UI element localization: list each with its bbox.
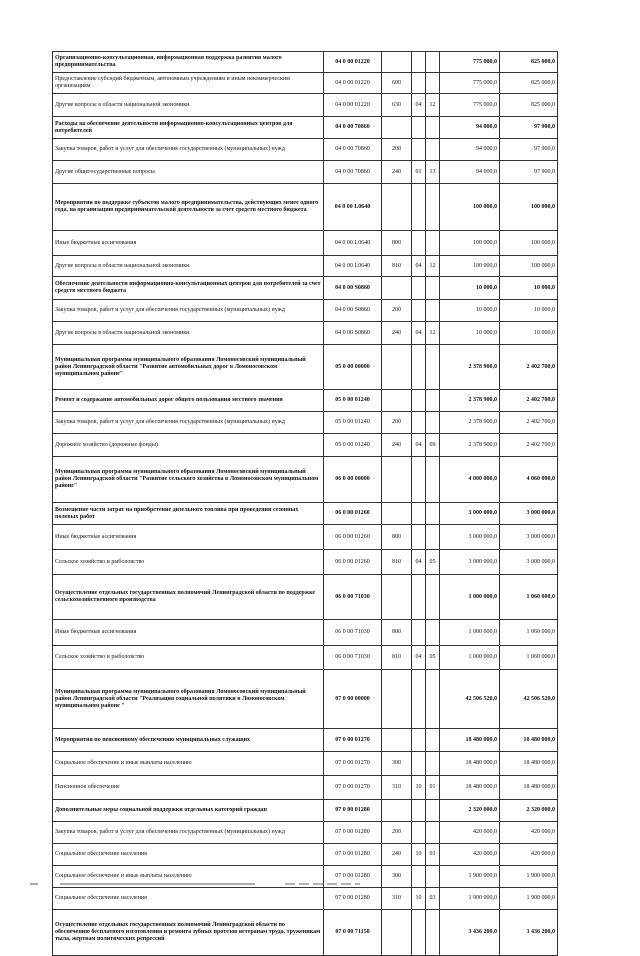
target-code-cell: 05 0 00 01240 xyxy=(324,390,382,412)
subsection-cell xyxy=(426,670,440,729)
sum-year2-cell: 3 436 200,0 xyxy=(500,910,558,956)
subsection-cell xyxy=(426,73,440,94)
target-code-cell: 04 0 00 70860 xyxy=(324,161,382,184)
section-cell: 10 xyxy=(412,888,426,910)
expense-type-cell xyxy=(382,729,412,752)
subsection-cell xyxy=(426,503,440,525)
sum-year2-cell: 3 000 000,0 xyxy=(500,503,558,525)
sum-year2-cell: 18 480 000,0 xyxy=(500,776,558,800)
section-cell: 04 xyxy=(412,256,426,277)
sum-year1-cell: 100 000,0 xyxy=(440,184,500,231)
table-row xyxy=(53,184,558,231)
row-name-cell: Другие общегосударственные вопросы xyxy=(53,161,324,184)
subsection-cell: 13 xyxy=(426,161,440,184)
expense-type-cell: 240 xyxy=(382,161,412,184)
row-name-cell: Дополнительные меры социальной поддержки отдельных категорий граждан xyxy=(53,800,324,822)
expense-type-cell: 240 xyxy=(382,434,412,457)
sum-year1-cell: 94 000,0 xyxy=(440,139,500,161)
subsection-cell xyxy=(426,300,440,322)
table-row xyxy=(53,910,558,956)
sum-year1-cell: 775 000,0 xyxy=(440,73,500,94)
row-name-cell: Обеспечение деятельности информационно-консультационных центров для потребителей за счет средств местного бюджета xyxy=(53,277,324,300)
row-name-cell: Расходы на обеспечение деятельности информационно-консультационных центров для потребителей xyxy=(53,117,324,139)
subsection-cell: 05 xyxy=(426,550,440,575)
table-row xyxy=(53,390,558,412)
sum-year2-cell: 100 000,0 xyxy=(500,184,558,231)
subsection-cell xyxy=(426,752,440,776)
target-code-cell: 04 0 00 L0640 xyxy=(324,231,382,256)
sum-year2-cell: 3 000 000,0 xyxy=(500,525,558,550)
target-code-cell: 04 0 00 70860 xyxy=(324,117,382,139)
sum-year1-cell: 2 378 900,0 xyxy=(440,412,500,434)
section-cell xyxy=(412,670,426,729)
expense-type-cell: 600 xyxy=(382,73,412,94)
target-code-cell: 07 0 00 71150 xyxy=(324,910,382,956)
sum-year2-cell: 2 402 700,0 xyxy=(500,390,558,412)
section-cell xyxy=(412,457,426,503)
target-code-cell: 07 0 00 01270 xyxy=(324,752,382,776)
section-cell: 04 xyxy=(412,94,426,117)
sum-year2-cell: 420 000,0 xyxy=(500,844,558,866)
sum-year2-cell: 2 402 700,0 xyxy=(500,345,558,390)
table-row xyxy=(53,620,558,646)
row-name-cell: Другие вопросы в области национальной экономики xyxy=(53,322,324,345)
target-code-cell: 07 0 00 01280 xyxy=(324,800,382,822)
table-row xyxy=(53,256,558,277)
expense-type-cell: 310 xyxy=(382,776,412,800)
table-row xyxy=(53,277,558,300)
row-name-cell: Социальное обеспечение населения xyxy=(53,844,324,866)
row-name-cell: Иные бюджетные ассигнования xyxy=(53,231,324,256)
expense-type-cell: 240 xyxy=(382,844,412,866)
target-code-cell: 07 0 00 01270 xyxy=(324,776,382,800)
sum-year1-cell: 10 000,0 xyxy=(440,322,500,345)
subsection-cell: 05 xyxy=(426,646,440,670)
table-row xyxy=(53,776,558,800)
row-name-cell: Закупка товаров, работ и услуг для обеспечения государственных (муниципальных) нужд xyxy=(53,412,324,434)
section-cell xyxy=(412,345,426,390)
table-row xyxy=(53,345,558,390)
sum-year1-cell: 18 480 000,0 xyxy=(440,776,500,800)
row-name-cell: Муниципальная программа муниципального образования Ломоносовский муниципальный район Ленинградской области "Развитие автомобильных дорог в Ломоносовском муниципальном районе" xyxy=(53,345,324,390)
expense-type-cell: 800 xyxy=(382,231,412,256)
section-cell: 04 xyxy=(412,322,426,345)
target-code-cell: 04 0 00 70860 xyxy=(324,139,382,161)
subsection-cell: 03 xyxy=(426,888,440,910)
target-code-cell: 06 0 00 71030 xyxy=(324,646,382,670)
table-row xyxy=(53,457,558,503)
budget-table xyxy=(52,51,558,956)
expense-type-cell: 200 xyxy=(382,822,412,844)
expense-type-cell: 300 xyxy=(382,752,412,776)
row-name-cell: Мероприятия по поддержке субъектов малого предпринимательства, действующих менее одного года, на организацию предпринимательской деятельности за счет средств местного бюджета xyxy=(53,184,324,231)
subsection-cell xyxy=(426,345,440,390)
table-row xyxy=(53,503,558,525)
section-cell xyxy=(412,184,426,231)
sum-year1-cell: 18 480 000,0 xyxy=(440,752,500,776)
sum-year2-cell: 4 060 000,0 xyxy=(500,457,558,503)
target-code-cell: 04 0 00 01220 xyxy=(324,94,382,117)
sum-year2-cell: 3 000 000,0 xyxy=(500,550,558,575)
table-row xyxy=(53,161,558,184)
subsection-cell: 01 xyxy=(426,776,440,800)
target-code-cell: 04 0 00 S0860 xyxy=(324,277,382,300)
section-cell xyxy=(412,277,426,300)
row-name-cell: Пенсионное обеспечение xyxy=(53,776,324,800)
section-cell xyxy=(412,117,426,139)
section-cell xyxy=(412,620,426,646)
sum-year1-cell: 1 000 000,0 xyxy=(440,575,500,620)
sum-year1-cell: 100 000,0 xyxy=(440,231,500,256)
expense-type-cell: 810 xyxy=(382,256,412,277)
table-row xyxy=(53,412,558,434)
section-cell xyxy=(412,73,426,94)
target-code-cell: 07 0 00 01280 xyxy=(324,866,382,888)
target-code-cell: 06 0 00 71030 xyxy=(324,575,382,620)
expense-type-cell xyxy=(382,503,412,525)
table-row xyxy=(53,752,558,776)
table-row xyxy=(53,322,558,345)
section-cell xyxy=(412,52,426,73)
subsection-cell: 09 xyxy=(426,434,440,457)
table-row xyxy=(53,73,558,94)
budget-table-body xyxy=(53,52,558,956)
target-code-cell: 07 0 00 00000 xyxy=(324,670,382,729)
row-name-cell: Другие вопросы в области национальной экономики xyxy=(53,94,324,117)
target-code-cell: 05 0 00 00000 xyxy=(324,345,382,390)
expense-type-cell: 810 xyxy=(382,550,412,575)
subsection-cell xyxy=(426,52,440,73)
row-name-cell: Другие вопросы в области национальной экономики xyxy=(53,256,324,277)
sum-year1-cell: 775 000,0 xyxy=(440,94,500,117)
expense-type-cell xyxy=(382,457,412,503)
expense-type-cell: 240 xyxy=(382,322,412,345)
sum-year1-cell: 1 900 000,0 xyxy=(440,888,500,910)
subsection-cell xyxy=(426,412,440,434)
row-name-cell: Муниципальная программа муниципального образования Ломоносовский муниципальный район Ленинградской области "Развитие сельского хозяйства в Ломоносовском муниципальном районе" xyxy=(53,457,324,503)
target-code-cell: 04 0 00 L0640 xyxy=(324,256,382,277)
section-cell xyxy=(412,300,426,322)
table-row xyxy=(53,729,558,752)
section-cell: 10 xyxy=(412,776,426,800)
section-cell xyxy=(412,231,426,256)
sum-year1-cell: 420 000,0 xyxy=(440,844,500,866)
sum-year1-cell: 775 000,0 xyxy=(440,52,500,73)
sum-year1-cell: 2 320 000,0 xyxy=(440,800,500,822)
row-name-cell: Закупка товаров, работ и услуг для обеспечения государственных (муниципальных) нужд xyxy=(53,139,324,161)
target-code-cell: 04 0 00 S0860 xyxy=(324,322,382,345)
expense-type-cell xyxy=(382,52,412,73)
table-row xyxy=(53,888,558,910)
row-name-cell: Дорожное хозяйство (дорожные фонды) xyxy=(53,434,324,457)
subsection-cell xyxy=(426,822,440,844)
sum-year1-cell: 94 000,0 xyxy=(440,117,500,139)
sum-year1-cell: 10 000,0 xyxy=(440,300,500,322)
section-cell: 10 xyxy=(412,844,426,866)
section-cell: 04 xyxy=(412,434,426,457)
subsection-cell: 12 xyxy=(426,322,440,345)
sum-year2-cell: 1 060 000,0 xyxy=(500,575,558,620)
subsection-cell: 03 xyxy=(426,844,440,866)
section-cell: 04 xyxy=(412,646,426,670)
subsection-cell xyxy=(426,729,440,752)
sum-year2-cell: 2 320 000,0 xyxy=(500,800,558,822)
row-name-cell: Сельское хозяйство и рыболовство xyxy=(53,550,324,575)
sum-year2-cell: 2 402 700,0 xyxy=(500,412,558,434)
row-name-cell: Ремонт и содержание автомобильных дорог общего пользования местного значения xyxy=(53,390,324,412)
subsection-cell xyxy=(426,525,440,550)
table-row xyxy=(53,646,558,670)
table-row xyxy=(53,575,558,620)
sum-year2-cell: 10 000,0 xyxy=(500,322,558,345)
subsection-cell: 12 xyxy=(426,256,440,277)
table-row xyxy=(53,822,558,844)
subsection-cell xyxy=(426,231,440,256)
footer-rule xyxy=(30,879,570,889)
sum-year2-cell: 1 900 000,0 xyxy=(500,888,558,910)
expense-type-cell xyxy=(382,800,412,822)
row-name-cell: Организационно-консультационная, информационная поддержка развития малого предпринимательства xyxy=(53,52,324,73)
target-code-cell: 07 0 00 01270 xyxy=(324,729,382,752)
subsection-cell xyxy=(426,620,440,646)
table-row xyxy=(53,231,558,256)
sum-year1-cell: 42 506 520,0 xyxy=(440,670,500,729)
subsection-cell xyxy=(426,390,440,412)
sum-year2-cell: 18 480 000,0 xyxy=(500,729,558,752)
sum-year2-cell: 100 000,0 xyxy=(500,231,558,256)
section-cell: 01 xyxy=(412,161,426,184)
row-name-cell: Возмещение части затрат на приобретение дизельного топлива при проведении сезонных полевых работ xyxy=(53,503,324,525)
section-cell xyxy=(412,910,426,956)
expense-type-cell: 800 xyxy=(382,525,412,550)
sum-year1-cell: 3 000 000,0 xyxy=(440,550,500,575)
sum-year2-cell: 18 480 000,0 xyxy=(500,752,558,776)
target-code-cell: 04 0 00 S0860 xyxy=(324,300,382,322)
sum-year2-cell: 825 000,0 xyxy=(500,94,558,117)
expense-type-cell: 630 xyxy=(382,94,412,117)
sum-year2-cell: 10 000,0 xyxy=(500,277,558,300)
expense-type-cell: 800 xyxy=(382,620,412,646)
sum-year1-cell: 1 000 000,0 xyxy=(440,620,500,646)
row-name-cell: Осуществление отдельных государственных полномочий Ленинградской области по поддержке сельскохозяйственного производства xyxy=(53,575,324,620)
target-code-cell: 05 0 00 01240 xyxy=(324,434,382,457)
table-row xyxy=(53,52,558,73)
target-code-cell: 06 0 00 01260 xyxy=(324,503,382,525)
sum-year1-cell: 10 000,0 xyxy=(440,277,500,300)
target-code-cell: 07 0 00 01280 xyxy=(324,844,382,866)
section-cell xyxy=(412,139,426,161)
row-name-cell: Иные бюджетные ассигнования xyxy=(53,525,324,550)
target-code-cell: 06 0 00 01260 xyxy=(324,525,382,550)
sum-year1-cell: 3 000 000,0 xyxy=(440,503,500,525)
expense-type-cell xyxy=(382,117,412,139)
sum-year2-cell: 1 060 000,0 xyxy=(500,620,558,646)
target-code-cell: 07 0 00 01280 xyxy=(324,888,382,910)
section-cell xyxy=(412,729,426,752)
section-cell xyxy=(412,525,426,550)
sum-year1-cell: 18 480 000,0 xyxy=(440,729,500,752)
table-row xyxy=(53,550,558,575)
subsection-cell xyxy=(426,910,440,956)
target-code-cell: 04 0 00 L0640 xyxy=(324,184,382,231)
section-cell xyxy=(412,822,426,844)
section-cell: 04 xyxy=(412,550,426,575)
subsection-cell xyxy=(426,277,440,300)
expense-type-cell xyxy=(382,910,412,956)
sum-year2-cell: 42 506 520,0 xyxy=(500,670,558,729)
budget-table-page xyxy=(52,51,557,956)
expense-type-cell: 310 xyxy=(382,888,412,910)
target-code-cell: 06 0 00 00000 xyxy=(324,457,382,503)
section-cell xyxy=(412,412,426,434)
sum-year1-cell: 4 000 000,0 xyxy=(440,457,500,503)
expense-type-cell xyxy=(382,184,412,231)
sum-year2-cell: 825 000,0 xyxy=(500,52,558,73)
row-name-cell: Социальное обеспечение населения xyxy=(53,888,324,910)
row-name-cell: Социальное обеспечение и иные выплаты населению xyxy=(53,866,324,888)
target-code-cell: 06 0 00 71030 xyxy=(324,620,382,646)
subsection-cell xyxy=(426,575,440,620)
target-code-cell: 04 0 00 01220 xyxy=(324,73,382,94)
row-name-cell: Осуществление отдельных государственных полномочий Ленинградской области по обеспечению бесплатного изготовления и ремонта зубных протезов ветеранам труда, труженикам тыла, жертвам политических репрессий xyxy=(53,910,324,956)
sum-year1-cell: 2 378 900,0 xyxy=(440,390,500,412)
section-cell xyxy=(412,390,426,412)
expense-type-cell: 300 xyxy=(382,866,412,888)
expense-type-cell: 810 xyxy=(382,646,412,670)
table-row xyxy=(53,525,558,550)
sum-year2-cell: 825 000,0 xyxy=(500,73,558,94)
subsection-cell: 12 xyxy=(426,94,440,117)
table-row xyxy=(53,300,558,322)
expense-type-cell xyxy=(382,277,412,300)
sum-year2-cell: 1 060 000,0 xyxy=(500,646,558,670)
sum-year1-cell: 3 000 000,0 xyxy=(440,525,500,550)
sum-year2-cell: 97 900,0 xyxy=(500,139,558,161)
sum-year1-cell: 1 000 000,0 xyxy=(440,646,500,670)
subsection-cell xyxy=(426,117,440,139)
section-cell xyxy=(412,752,426,776)
subsection-cell xyxy=(426,457,440,503)
expense-type-cell: 200 xyxy=(382,412,412,434)
sum-year2-cell: 97 900,0 xyxy=(500,117,558,139)
expense-type-cell xyxy=(382,670,412,729)
expense-type-cell: 200 xyxy=(382,300,412,322)
table-row xyxy=(53,670,558,729)
target-code-cell: 06 0 00 01260 xyxy=(324,550,382,575)
target-code-cell: 04 0 00 01220 xyxy=(324,52,382,73)
expense-type-cell xyxy=(382,345,412,390)
expense-type-cell xyxy=(382,575,412,620)
sum-year1-cell: 94 000,0 xyxy=(440,161,500,184)
section-cell xyxy=(412,575,426,620)
section-cell xyxy=(412,503,426,525)
sum-year1-cell: 3 436 200,0 xyxy=(440,910,500,956)
table-row xyxy=(53,434,558,457)
row-name-cell: Иные бюджетные ассигнования xyxy=(53,620,324,646)
sum-year1-cell: 420 000,0 xyxy=(440,822,500,844)
section-cell xyxy=(412,800,426,822)
sum-year1-cell: 1 900 000,0 xyxy=(440,866,500,888)
row-name-cell: Закупка товаров, работ и услуг для обеспечения государственных (муниципальных) нужд xyxy=(53,822,324,844)
table-row xyxy=(53,139,558,161)
table-row xyxy=(53,117,558,139)
sum-year2-cell: 97 900,0 xyxy=(500,161,558,184)
row-name-cell: Сельское хозяйство и рыболовство xyxy=(53,646,324,670)
expense-type-cell: 200 xyxy=(382,139,412,161)
target-code-cell: 07 0 00 01280 xyxy=(324,822,382,844)
subsection-cell xyxy=(426,139,440,161)
sum-year2-cell: 100 000,0 xyxy=(500,256,558,277)
row-name-cell: Муниципальная программа муниципального образования Ломоносовский муниципальный район Ленинградской области "Реализация социальной политики в Ломоносовском муниципальном районе " xyxy=(53,670,324,729)
sum-year2-cell: 420 000,0 xyxy=(500,822,558,844)
table-row xyxy=(53,94,558,117)
subsection-cell xyxy=(426,800,440,822)
row-name-cell: Закупка товаров, работ и услуг для обеспечения государственных (муниципальных) нужд xyxy=(53,300,324,322)
target-code-cell: 05 0 00 01240 xyxy=(324,412,382,434)
sum-year1-cell: 2 378 900,0 xyxy=(440,434,500,457)
sum-year1-cell: 100 000,0 xyxy=(440,256,500,277)
table-row xyxy=(53,844,558,866)
table-row xyxy=(53,800,558,822)
row-name-cell: Социальное обеспечение и иные выплаты населению xyxy=(53,752,324,776)
row-name-cell: Предоставление субсидий бюджетным, автономным учреждениям и иным некоммерческим организациям xyxy=(53,73,324,94)
expense-type-cell xyxy=(382,390,412,412)
sum-year2-cell: 1 900 000,0 xyxy=(500,866,558,888)
sum-year2-cell: 2 402 700,0 xyxy=(500,434,558,457)
sum-year2-cell: 10 000,0 xyxy=(500,300,558,322)
row-name-cell: Мероприятия по пенсионному обеспечению муниципальных служащих xyxy=(53,729,324,752)
sum-year1-cell: 2 378 900,0 xyxy=(440,345,500,390)
subsection-cell xyxy=(426,184,440,231)
